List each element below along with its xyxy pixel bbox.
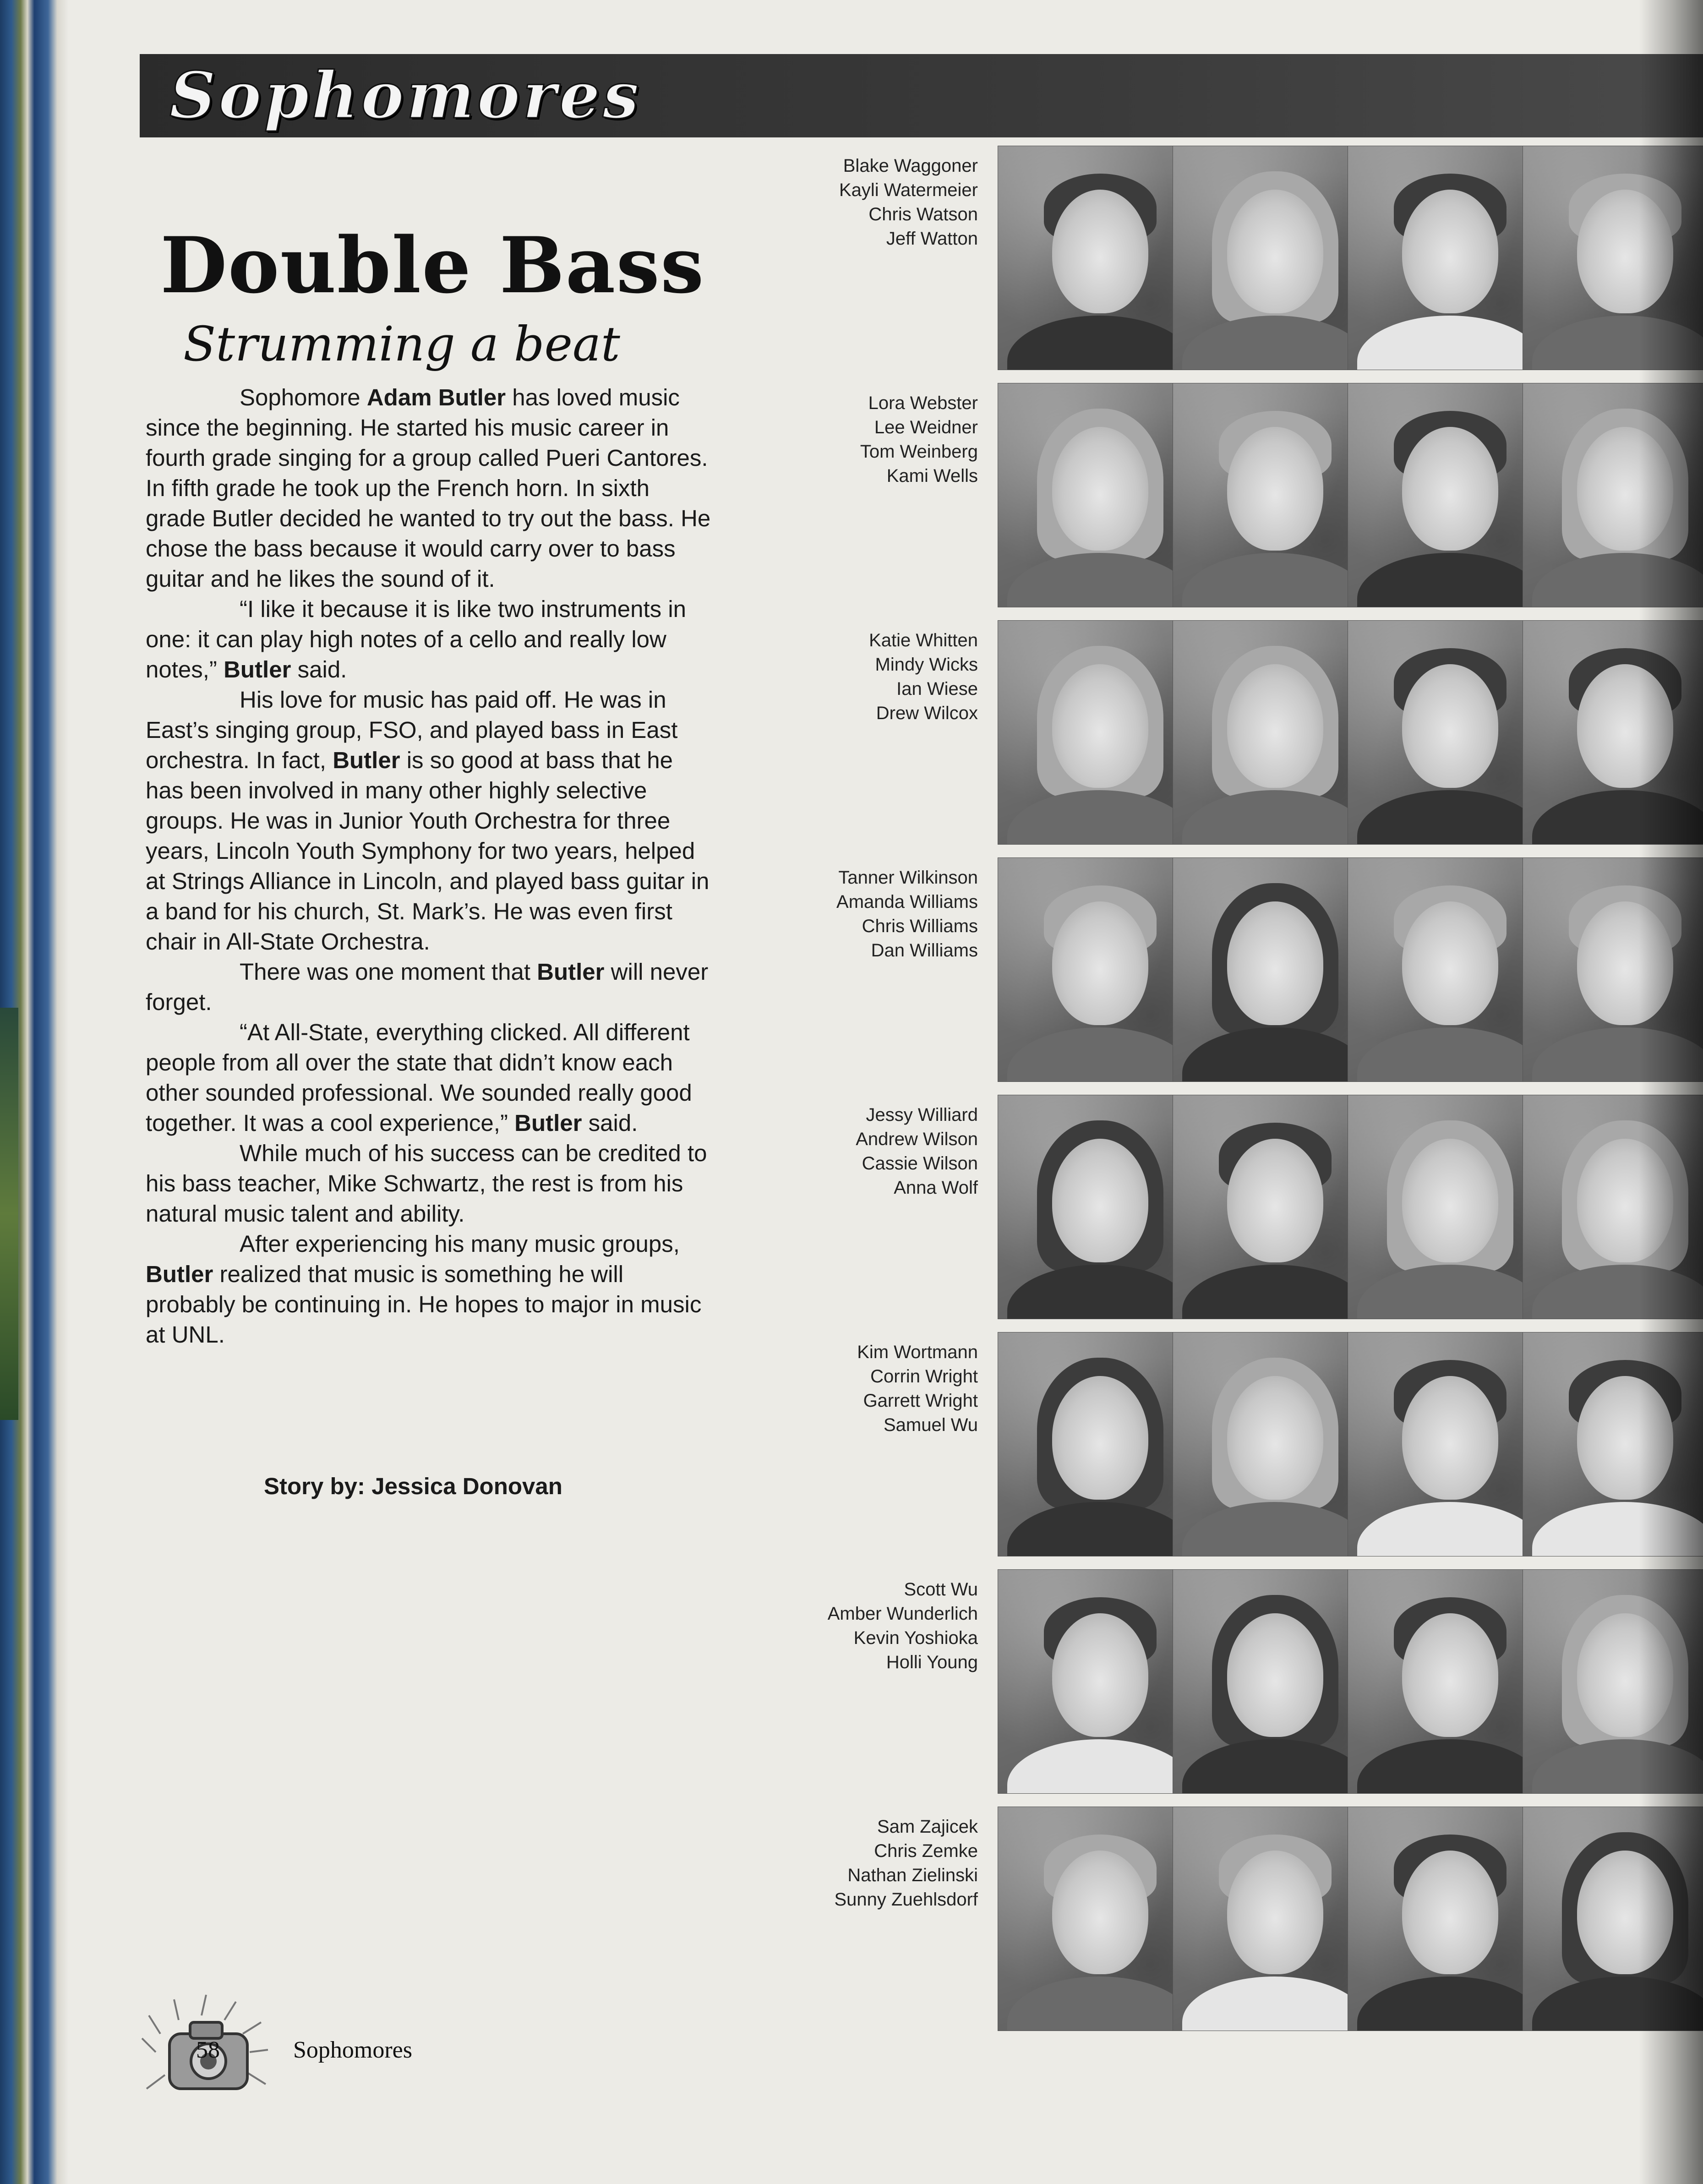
student-name: Kim Wortmann	[857, 1342, 978, 1362]
student-portrait	[1348, 1332, 1551, 1556]
student-name: Amber Wunderlich	[827, 1604, 978, 1624]
student-name: Drew Wilcox	[876, 703, 978, 723]
student-portrait	[998, 1569, 1201, 1794]
footer-section-label: Sophomores	[293, 2037, 412, 2063]
portrait-names	[779, 628, 978, 726]
student-name: Kevin Yoshioka	[853, 1628, 978, 1648]
story-paragraph: After experiencing his many music groups, Butler realized that music is something he will probably be continuing in. He hopes to major in music at UNL.	[146, 1231, 702, 1348]
student-name: Scott Wu	[904, 1579, 978, 1600]
student-portrait	[1348, 1569, 1551, 1794]
student-portrait	[1173, 383, 1376, 607]
student-name: Ian Wiese	[896, 679, 978, 699]
student-portrait	[998, 146, 1201, 370]
binding-edge-accent	[0, 1008, 18, 1420]
page-number: 58	[196, 2037, 220, 2063]
portrait-names	[779, 391, 978, 488]
story-title: Double Bass	[160, 220, 705, 311]
student-name: Katie Whitten	[869, 630, 978, 650]
student-portrait	[1173, 857, 1376, 1082]
student-portrait	[1173, 1569, 1376, 1794]
student-name: Kami Wells	[886, 466, 978, 486]
story-body	[146, 382, 714, 1350]
student-name: Blake Waggoner	[843, 156, 978, 176]
student-name: Dan Williams	[871, 940, 978, 961]
student-name: Sam Zajicek	[877, 1817, 978, 1837]
student-portrait	[1173, 1095, 1376, 1319]
student-portrait	[998, 383, 1201, 607]
story-paragraph: “I like it because it is like two instruments in one: it can play high notes of a cello and really low notes,” Butler said.	[146, 596, 687, 682]
student-name: Anna Wolf	[894, 1178, 978, 1198]
student-portrait	[998, 857, 1201, 1082]
student-name: Kayli Watermeier	[839, 180, 978, 200]
student-name: Nathan Zielinski	[847, 1865, 978, 1885]
student-portrait	[1348, 1095, 1551, 1319]
student-name: Samuel Wu	[883, 1415, 978, 1435]
student-name: Holli Young	[886, 1652, 978, 1672]
student-portrait	[1173, 620, 1376, 845]
story-subtitle: Strumming a beat	[183, 316, 620, 372]
student-name: Lora Webster	[868, 393, 978, 413]
portrait-names	[779, 1340, 978, 1437]
student-portrait	[998, 1332, 1201, 1556]
student-name: Cassie Wilson	[862, 1153, 978, 1174]
student-portrait	[998, 1095, 1201, 1319]
student-name: Lee Weidner	[874, 417, 978, 437]
student-name: Mindy Wicks	[875, 655, 978, 675]
student-portrait	[998, 1807, 1201, 2031]
student-portrait	[1348, 1807, 1551, 2031]
student-name: Jessy Williard	[866, 1105, 978, 1125]
portrait-names	[779, 1815, 978, 1912]
page-curl-shadow	[1639, 0, 1703, 2184]
student-portrait	[1173, 1332, 1376, 1556]
student-name: Jeff Watton	[886, 229, 978, 249]
student-portrait	[1348, 146, 1551, 370]
student-portrait	[998, 620, 1201, 845]
student-name: Garrett Wright	[863, 1391, 978, 1411]
student-portrait	[1348, 383, 1551, 607]
student-name: Andrew Wilson	[856, 1129, 978, 1149]
student-name: Chris Williams	[862, 916, 978, 936]
student-name: Tom Weinberg	[860, 442, 978, 462]
portrait-names	[779, 154, 978, 251]
portrait-names	[779, 1578, 978, 1675]
student-portrait	[1173, 146, 1376, 370]
student-portrait	[1173, 1807, 1376, 2031]
portrait-names	[779, 866, 978, 963]
student-name: Corrin Wright	[870, 1366, 978, 1387]
story-paragraph: While much of his success can be credited to his bass teacher, Mike Schwartz, the rest is from his natural music talent and ability.	[146, 1140, 707, 1227]
story-paragraph: Sophomore Adam Butler has loved music since the beginning. He started his music career in fourth grade singing for a group called Pueri Cantores. In fifth grade he took up the French horn. In sixth grade Butler decided he wanted to try out the bass. He chose the bass because it would carry over to bass guitar and he likes the sound of it.	[146, 384, 711, 592]
story-byline: Story by: Jessica Donovan	[264, 1473, 562, 1499]
story-paragraph: “At All-State, everything clicked. All different people from all over the state that didn’t know each other sounded professional. We sounded really good together. It was a cool experience,” Butler said.	[146, 1019, 692, 1136]
story-paragraph: His love for music has paid off. He was in East’s singing group, FSO, and played bass in East orchestra. In fact, Butler is so good at bass that he has been involved in many other highly selective groups. He was in Junior Youth Orchestra for three years, Lincoln Youth Symphony for two years, helped at Strings Alliance in Lincoln, and played bass guitar in a band for his church, St. Mark’s. He was even first chair in All-State Orchestra.	[146, 687, 710, 955]
student-name: Tanner Wilkinson	[838, 868, 978, 888]
student-name: Chris Zemke	[874, 1841, 978, 1861]
story-paragraph: There was one moment that Butler will never forget.	[146, 959, 709, 1015]
student-portrait	[1348, 620, 1551, 845]
student-name: Amanda Williams	[836, 892, 978, 912]
student-name: Chris Watson	[868, 204, 978, 224]
student-portrait	[1348, 857, 1551, 1082]
student-name: Sunny Zuehlsdorf	[834, 1889, 978, 1910]
section-title: Sophomores	[169, 58, 642, 133]
portrait-names	[779, 1103, 978, 1200]
